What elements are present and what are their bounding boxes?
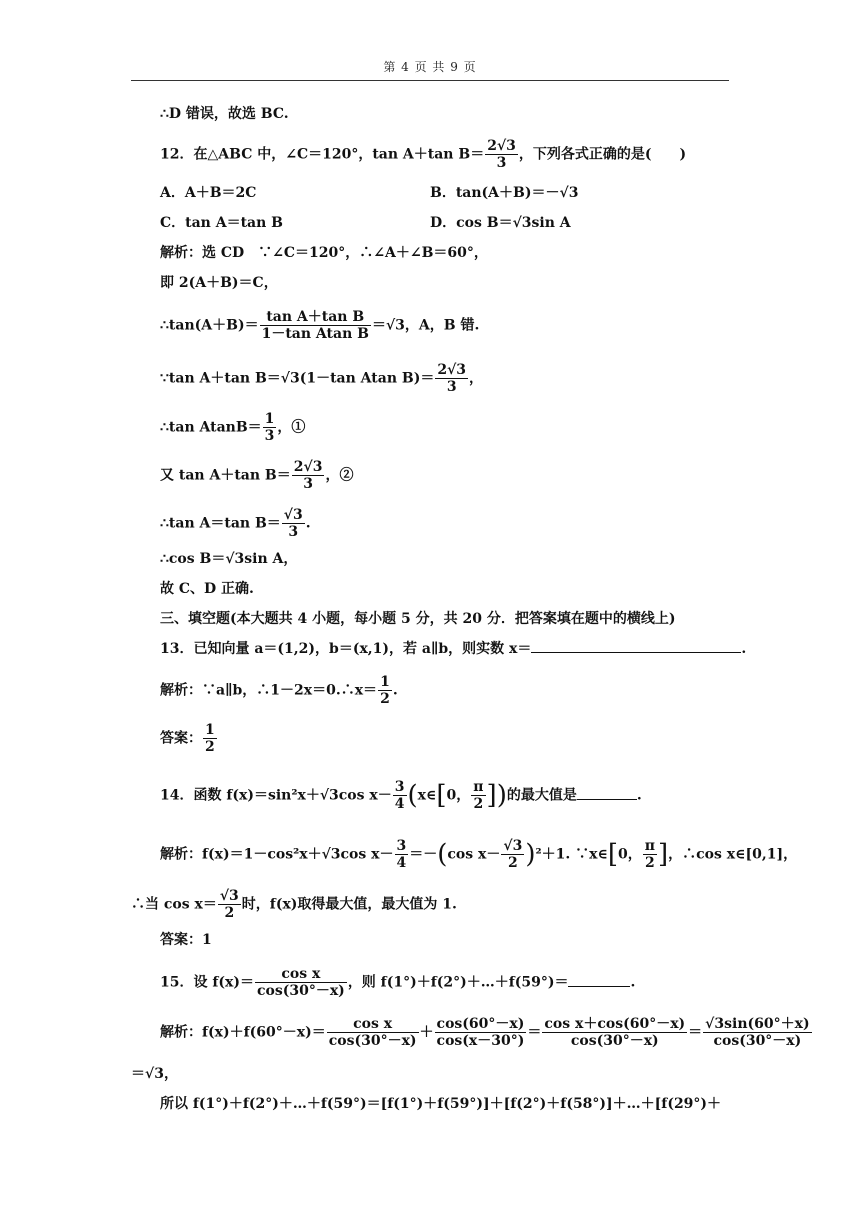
answer-13: 答案： $\frac{1}{2}$ (160, 722, 215, 755)
fraction: $\frac{\cos(60^\circ-x)}{\cos(x-30^\circ)}$ (436, 1016, 525, 1049)
fraction: $\frac{3}{4}$ (396, 838, 407, 871)
fraction: $\frac{2√3}{3}$ (437, 362, 467, 395)
analysis-14-cont: ∴当 cos x＝ $\frac{√3}{2}$ 时，f(x)取得最大值，最大值为 1. (131, 888, 457, 921)
question-14: 14．函数 f(x)＝sin²x＋√3cos x－ $\frac{3}{4}$ (x∈[0， $\frac{\pi}{2}$ ])的最大值是 . (160, 779, 642, 812)
fraction: $\frac{√3}{2}$ (219, 888, 239, 921)
section-heading: 三、填空题(本大题共 4 小题，每小题 5 分，共 20 分．把答案填在题中的横线上) (160, 611, 676, 627)
question-13: 13．已知向量 a＝(1,2)，b＝(x,1)，若 a∥b，则实数 x＝ . (160, 641, 747, 657)
left-bracket: [ (436, 780, 447, 811)
fraction: $\frac{√3\sin(60^\circ+x)}{\cos(30^\circ-x)}$ (705, 1016, 810, 1049)
left-paren: ( (437, 839, 448, 870)
line-d-wrong: ∴D 错误，故选 BC. (160, 106, 289, 122)
fraction: $\frac{1}{3}$ (264, 411, 275, 444)
answer-blank[interactable] (568, 986, 630, 987)
analysis-line: ∴tan AtanB＝ $\frac{1}{3}$ ，① (160, 411, 306, 444)
analysis-line: 又 tan A＋tan B＝ $\frac{2√3}{3}$ ，② (160, 459, 354, 492)
left-paren: ( (407, 780, 418, 811)
fraction: $\frac{\text{cos x}}{\cos(30^\circ-x)}$ (328, 1016, 417, 1049)
fraction: $\frac{\text{tan A＋tan B}}{\text{1－tan Atan B}}$ (261, 309, 369, 342)
analysis-line: ∴tan A＝tan B＝ $\frac{√3}{3}$ . (160, 507, 311, 540)
analysis-line: ∴tan(A＋B)＝ $\frac{\text{tan A＋tan B}}{\text{1－tan Atan B}}$ ＝√3，A，B 错. (160, 309, 480, 342)
analysis-line: ∴cos B＝√3sin A， (160, 551, 298, 567)
question-15: 15．设 f(x)＝ $\frac{\text{cos x}}{\cos(30^\circ-x)}$ ，则 f(1°)＋f(2°)＋…＋f(59°)＝ . (160, 966, 636, 999)
answer-blank[interactable] (577, 799, 637, 800)
right-paren: ) (525, 839, 536, 870)
analysis-line: 即 2(A＋B)＝C， (160, 275, 278, 291)
fraction: $\frac{1}{2}$ (380, 674, 390, 707)
analysis-15: 解析：f(x)＋f(60°－x)＝ $\frac{\text{cos x}}{\cos(30^\circ-x)}$ ＋ $\frac{\cos(60^\circ-x)}{\cos(x-30^\circ)}$ ＝ $\frac{\text{cos x＋cos(60°－x)}}{\cos(30^\circ-x)}$ ＝ $\frac{√3\sin(60^\circ+x)}{\cos(30^\circ-x)}$ (160, 1016, 810, 1049)
left-bracket: [ (607, 839, 618, 870)
analysis-14: 解析：f(x)＝1－cos²x＋√3cos x－ $\frac{3}{4}$ ＝－(cos x－ $\frac{√3}{2}$ )²＋1. ∵x∈[0， $\frac{\pi}{2}$ ]，∴cos x∈[0,1]， (160, 838, 798, 871)
analysis-line: 故 C、D 正确. (160, 581, 254, 597)
fraction: $\frac{3}{4}$ (394, 779, 405, 812)
option-d: D．cos B＝√3sin A (430, 215, 571, 231)
fraction: $\frac{\pi}{2}$ (473, 779, 484, 812)
answer-14: 答案：1 (160, 932, 212, 948)
question-12: 12．在△ABC 中，∠C＝120°，tan A＋tan B＝ $\frac{2√3}{3}$ ，下列各式正确的是( ) (160, 138, 687, 171)
option-b: B．tan(A＋B)＝－√3 (430, 185, 579, 201)
header-rule (131, 80, 729, 81)
option-a: A．A＋B＝2C (160, 185, 257, 201)
right-bracket: ] (657, 839, 669, 870)
analysis-12-start: 解析：选 CD ∵∠C＝120°，∴∠A＋∠B＝60°， (160, 245, 488, 261)
right-bracket: ] (486, 780, 497, 811)
analysis-15-result: ＝√3， (131, 1066, 178, 1082)
fraction: $\frac{\text{cos x＋cos(60°－x)}}{\cos(30^\circ-x)}$ (544, 1016, 686, 1049)
option-c: C．tan A＝tan B (160, 215, 284, 231)
fraction: $\frac{√3}{3}$ (283, 507, 303, 540)
fraction: $\frac{2√3}{3}$ (293, 459, 323, 492)
fraction: $\frac{2√3}{3}$ (487, 138, 516, 171)
fraction: $\frac{\pi}{2}$ (644, 838, 655, 871)
analysis-line: ∵tan A＋tan B＝√3(1－tan Atan B)＝ $\frac{2√3}{3}$ ， (160, 362, 484, 395)
analysis-15-sum: 所以 f(1°)＋f(2°)＋…＋f(59°)＝[f(1°)＋f(59°)]＋[f(2°)＋f(58°)]＋…＋[f(29°)＋ (160, 1096, 722, 1112)
fraction: $\frac{\text{cos x}}{\cos(30^\circ-x)}$ (256, 966, 345, 999)
page-header: 第 4 页 共 9 页 (383, 60, 477, 74)
answer-blank[interactable] (531, 652, 741, 653)
right-paren: ) (496, 780, 507, 811)
fraction: $\frac{1}{2}$ (205, 722, 215, 755)
fraction: $\frac{√3}{2}$ (503, 838, 523, 871)
analysis-13: 解析：∵a∥b，∴1－2x＝0.∴x＝ $\frac{1}{2}$ . (160, 674, 398, 707)
